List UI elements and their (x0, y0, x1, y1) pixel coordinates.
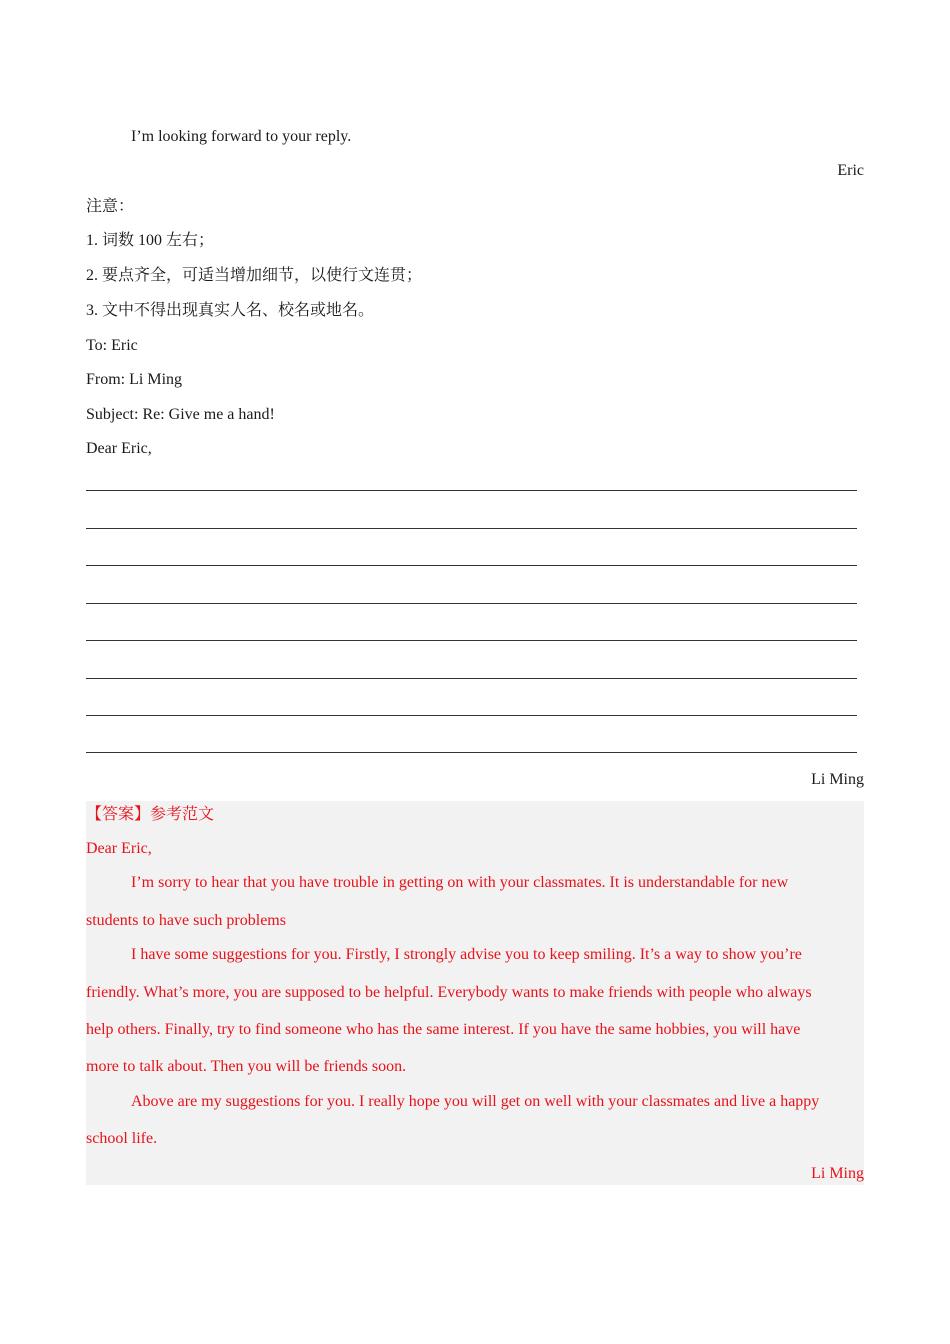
writing-line[interactable] (86, 603, 857, 604)
answer-line: Above are my suggestions for you. I really hope you will get on well with your classmates and live a happy (131, 1093, 820, 1110)
writing-line[interactable] (86, 565, 857, 566)
closing-line: I’m looking forward to your reply. (131, 128, 352, 145)
answer-line: students to have such problems (86, 912, 286, 929)
email-greeting: Dear Eric, (86, 440, 152, 457)
writing-line[interactable] (86, 528, 857, 529)
note-item-3: 3. 文中不得出现真实人名、校名或地名。 (86, 302, 375, 319)
answer-line: I have some suggestions for you. Firstly, I strongly advise you to keep smiling. It’s a way to show you’re (131, 946, 802, 963)
email-to: To: Eric (86, 337, 138, 354)
answer-line: help others. Finally, try to find someone who has the same interest. If you have the same hobbies, you will have (86, 1021, 801, 1038)
letter-signature: Eric (837, 162, 864, 179)
writing-line[interactable] (86, 490, 857, 491)
writing-line[interactable] (86, 640, 857, 641)
answer-signature: Li Ming (811, 1165, 864, 1182)
writing-line[interactable] (86, 715, 857, 716)
note-item-2: 2. 要点齐全，可适当增加细节，以使行文连贯； (86, 267, 423, 284)
answer-line: I’m sorry to hear that you have trouble in getting on with your classmates. It is understandable for new (131, 874, 789, 891)
note-item-1: 1. 词数 100 左右； (86, 232, 215, 249)
answer-greeting: Dear Eric, (86, 840, 152, 857)
answer-label: 【答案】参考范文 (86, 806, 215, 823)
email-subject: Subject: Re: Give me a hand! (86, 406, 275, 423)
answer-line: school life. (86, 1130, 158, 1147)
notes-title: 注意： (86, 198, 135, 215)
answer-line: more to talk about. Then you will be friends soon. (86, 1058, 407, 1075)
writing-signature: Li Ming (811, 771, 864, 788)
writing-line[interactable] (86, 752, 857, 753)
answer-line: friendly. What’s more, you are supposed to be helpful. Everybody wants to make friends with people who always (86, 984, 812, 1001)
email-from: From: Li Ming (86, 371, 183, 388)
writing-line[interactable] (86, 678, 857, 679)
